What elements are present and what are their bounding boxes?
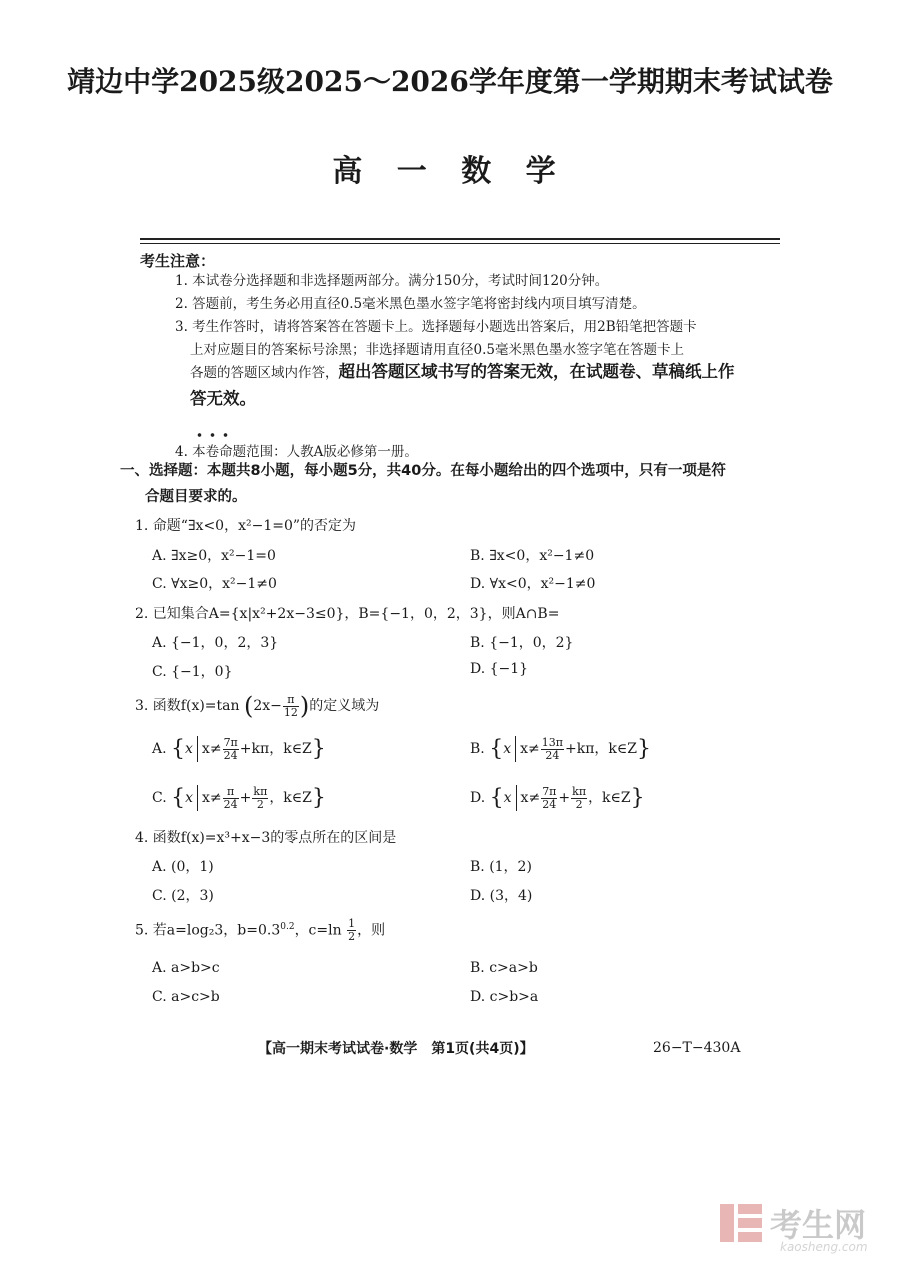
question-3-option-b [470, 736, 651, 762]
section-heading [120, 458, 800, 510]
left-brace: { [489, 785, 504, 811]
set-bar [197, 736, 198, 762]
q3-stem-suffix: 的定义域为 [309, 698, 380, 714]
numerator: kπ [572, 784, 587, 798]
condition-tail: +kπ，k∈Z [239, 741, 312, 757]
fraction [541, 786, 557, 811]
q3-stem-prefix: 3. 函数f(x)=tan [135, 698, 240, 714]
q5-stem-mid: ，c=ln [294, 922, 342, 939]
condition: x≠ [520, 741, 540, 757]
question-3-stem [135, 692, 379, 720]
numerator: π [223, 786, 239, 799]
divider [140, 238, 780, 240]
denominator: 24 [545, 748, 560, 762]
condition: x≠ [520, 790, 541, 806]
exam-title: 靖边中学2025级2025～2026学年度第一学期期末考试试卷 [67, 65, 833, 98]
question-1-option-d: D. ∀x<0，x²−1≠0 [470, 576, 596, 592]
question-5-option-c: C. a>c>b [152, 989, 220, 1005]
right-brace: } [630, 785, 645, 811]
q5-stem-prefix: 5. 若a=log₂3，b=0.3 [135, 922, 281, 939]
fraction [252, 786, 268, 811]
set-bar [516, 785, 517, 811]
notice-item-1: 1. 本试卷分选择题和非选择题两部分。满分150分，考试时间120分钟。 [175, 273, 609, 289]
condition-tail: ，k∈Z [588, 790, 631, 806]
condition: x≠ [201, 741, 222, 757]
set-bar [515, 736, 516, 762]
notice-heading: 考生注意： [140, 252, 216, 270]
notice-emphasis-text: 超出答题区域书写的答案无效，在试题卷、草稿纸上作 [338, 362, 735, 381]
fraction [347, 918, 356, 943]
plus-sign: + [558, 790, 571, 806]
fraction [223, 786, 239, 811]
section-heading-line-1: 一、选择题：本题共8小题，每小题5分，共40分。在每小题给出的四个选项中，只有一项是符 [120, 463, 726, 479]
question-2-stem: 2. 已知集合A={x|x²+2x−3≤0}，B={−1，0，2，3}，则A∩B= [135, 606, 560, 622]
question-1-option-a: A. ∃x≥0，x²−1=0 [152, 548, 276, 564]
numerator: 7π [542, 784, 557, 798]
option-label: A. [152, 741, 167, 757]
condition-tail: +kπ，k∈Z [564, 741, 637, 757]
right-brace: } [311, 785, 326, 811]
notice-item-3-line-2: 上对应题目的答案标号涂黑；非选择题请用直径0.5毫米黑色墨水签字笔在答题卡上 [190, 342, 684, 358]
question-2-option-a: A. {−1，0，2，3} [152, 635, 279, 651]
numerator: kπ [253, 784, 268, 798]
condition: x≠ [202, 790, 222, 806]
option-label: B. [470, 741, 485, 757]
q3-inner: 2x− [253, 698, 282, 714]
fraction [223, 737, 239, 762]
condition-tail: ，k∈Z [269, 790, 312, 806]
numerator: 1 [348, 917, 356, 930]
question-4-option-a: A. (0，1) [152, 859, 214, 875]
question-5-option-d: D. c>b>a [470, 989, 539, 1005]
set-variable: x [185, 790, 194, 806]
notice-emphasis-text-end: 答无效。 [190, 389, 256, 408]
watermark-url: kaosheng.com [780, 1240, 868, 1254]
fraction [541, 737, 564, 762]
denominator: 24 [542, 797, 557, 811]
set-variable: x [185, 741, 193, 757]
question-5-option-b: B. c>a>b [470, 960, 538, 976]
subject-title: 高 一 数 学 [332, 154, 568, 189]
question-2-option-c: C. {−1，0} [152, 664, 233, 680]
numerator: 7π [223, 735, 238, 749]
notice-item-3-line-3 [190, 361, 735, 384]
watermark-logo-icon [718, 1200, 764, 1246]
set-bar [197, 785, 198, 811]
question-4-option-d: D. (3，4) [470, 888, 533, 904]
exponent: 0.2 [280, 921, 295, 932]
question-4-option-b: B. (1，2) [470, 859, 532, 875]
right-brace: } [311, 736, 326, 762]
denominator: 2 [575, 797, 583, 811]
question-2-option-b: B. {−1，0，2} [470, 635, 574, 651]
question-4-option-c: C. (2，3) [152, 888, 214, 904]
numerator: π [283, 694, 299, 707]
left-brace: { [171, 736, 186, 762]
question-5-stem [135, 918, 385, 943]
option-label: C. [152, 790, 167, 806]
denominator: 12 [283, 705, 298, 719]
question-4-stem: 4. 函数f(x)=x³+x−3的零点所在的区间是 [135, 830, 397, 846]
question-1-stem: 1. 命题“∃x<0，x²−1=0”的否定为 [135, 518, 357, 534]
denominator: 24 [223, 748, 238, 762]
right-paren: ) [299, 692, 310, 720]
notice-item-4: 4. 本卷命题范围：人教A版必修第一册。 [175, 444, 418, 460]
right-brace: } [636, 736, 651, 762]
set-variable: x [503, 790, 512, 806]
divider [140, 243, 780, 244]
denominator: 24 [223, 797, 238, 811]
denominator: 2 [348, 930, 356, 943]
q5-stem-suffix: ，则 [357, 922, 386, 939]
watermark-brand: 考生网 [770, 1206, 867, 1244]
emphasis-dots [193, 433, 233, 437]
notice-plain-text: 各题的答题区域内作答， [190, 365, 339, 381]
set-variable: x [503, 741, 512, 757]
notice-item-3-line-1: 3. 考生作答时，请将答案答在答题卡上。选择题每小题选出答案后，用2B铅笔把答题卡 [175, 319, 697, 335]
question-5-option-a: A. a>b>c [152, 960, 220, 976]
page-footer: 【高一期末考试试卷·数学 第1页(共4页)】 [258, 1041, 534, 1057]
question-3-option-d [470, 785, 645, 811]
plus-sign: + [239, 790, 252, 806]
section-heading-line-2: 合题目要求的。 [145, 489, 247, 505]
denominator: 2 [256, 797, 264, 811]
left-brace: { [171, 785, 186, 811]
question-2-option-d: D. {−1} [470, 661, 529, 677]
left-paren: ( [243, 692, 254, 720]
question-1-option-c: C. ∀x≥0，x²−1≠0 [152, 576, 277, 592]
question-3-option-a [152, 736, 326, 762]
option-label: D. [470, 790, 486, 806]
question-1-option-b: B. ∃x<0，x²−1≠0 [470, 548, 595, 564]
exam-code: 26−T−430A [653, 1040, 741, 1056]
notice-item-2: 2. 答题前，考生务必用直径0.5毫米黑色墨水签字笔将密封线内项目填写清楚。 [175, 296, 646, 312]
fraction [571, 786, 587, 811]
numerator: 13π [541, 735, 563, 749]
left-brace: { [489, 736, 504, 762]
fraction [283, 694, 299, 719]
question-3-option-c [152, 785, 326, 811]
